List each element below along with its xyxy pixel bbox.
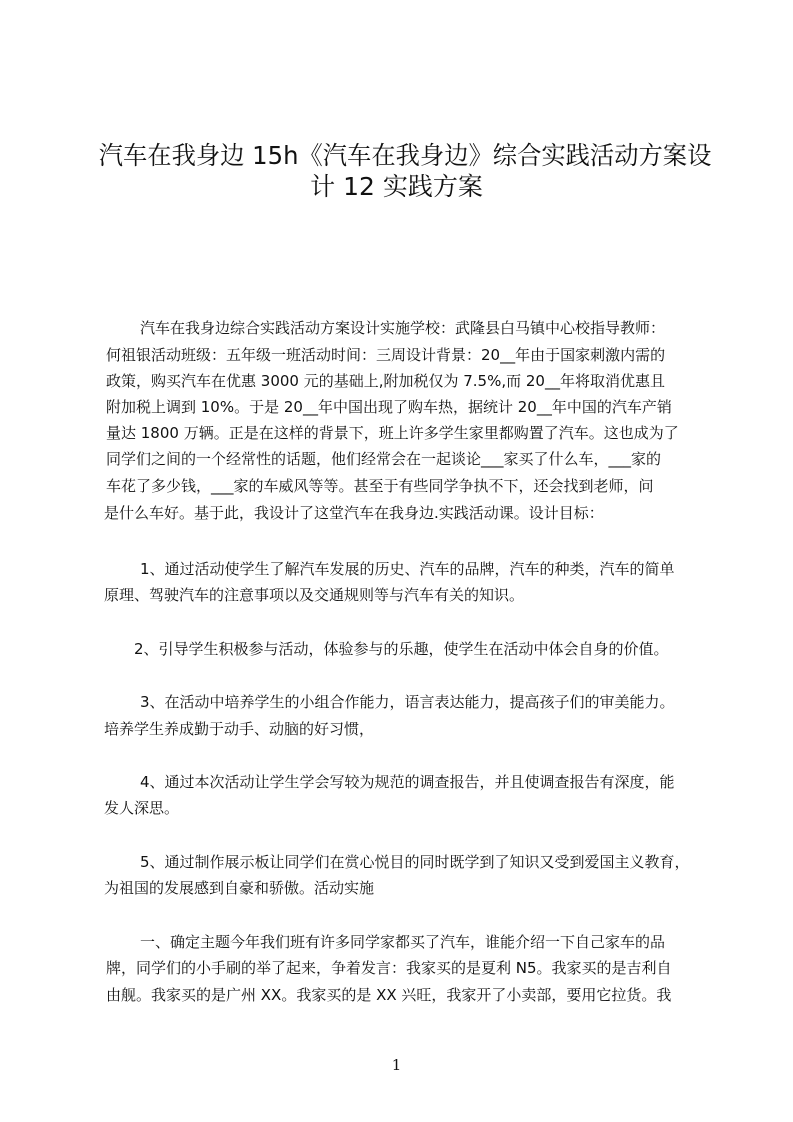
body-line: 发人深思。 bbox=[104, 799, 180, 817]
body-line: 同学们之间的一个经常性的话题，他们经常会在一起谈论___家买了什么车，___家的 bbox=[106, 450, 662, 468]
body-line: 原理、驾驶汽车的注意事项以及交通规则等与汽车有关的知识。 bbox=[104, 586, 525, 604]
body-line: 政策，购买汽车在优惠 3000 元的基础上,附加税仅为 7.5%,而 20__年将取消优惠且 bbox=[106, 372, 665, 390]
body-line: 量达 1800 万辆。正是在这样的背景下，班上许多学生家里都购置了汽车。这也成为了 bbox=[106, 424, 679, 442]
body-line: 1、通过活动使学生了解汽车发展的历史、汽车的品牌，汽车的种类，汽车的简单 bbox=[140, 560, 675, 578]
body-line: 5、通过制作展示板让同学们在赏心悦目的同时既学到了知识又受到爱国主义教育， bbox=[140, 853, 690, 871]
body-line: 由舰。我家买的是广州 XX。我家买的是 XX 兴旺，我家开了小卖部，要用它拉货。我 bbox=[106, 986, 672, 1004]
body-line: 附加税上调到 10%。于是 20__年中国出现了购车热，据统计 20__年中国的汽车产销 bbox=[106, 398, 672, 416]
body-line: 4、通过本次活动让学生学会写较为规范的调查报告，并且使调查报告有深度，能 bbox=[140, 773, 675, 791]
body-line: 培养学生养成勤于动手、动脑的好习惯， bbox=[104, 720, 375, 738]
body-line: 牌，同学们的小手刷的举了起来，争着发言：我家买的是夏利 N5。我家买的是吉利自 bbox=[106, 959, 672, 977]
body-line: 一、确定主题今年我们班有许多同学家都买了汽车，谁能介绍一下自己家车的品 bbox=[140, 933, 666, 951]
body-line: 何祖银活动班级：五年级一班活动时间：三周设计背景：20__年由于国家刺激内需的 bbox=[106, 346, 666, 364]
body-line: 车花了多少钱，___家的车威风等等。甚至于有些同学争执不下，还会找到老师，问 bbox=[106, 477, 654, 495]
body-line: 3、在活动中培养学生的小组合作能力，语言表达能力，提高孩子们的审美能力。 bbox=[140, 693, 675, 711]
body-line: 汽车在我身边综合实践活动方案设计实施学校：武隆县白马镇中心校指导教师： bbox=[140, 319, 666, 337]
title-line: 汽车在我身边 15h《汽车在我身边》综合实践活动方案设 bbox=[98, 141, 712, 170]
body-line: 是什么车好。基于此，我设计了这堂汽车在我身边.实践活动课。设计目标： bbox=[104, 504, 604, 522]
body-line: 2、引导学生积极参与活动，体验参与的乐趣，使学生在活动中体会自身的价值。 bbox=[134, 640, 669, 658]
page-number: 1 bbox=[391, 1056, 402, 1074]
document-title bbox=[90, 140, 712, 202]
title-line: 计 12 实践方案 bbox=[310, 172, 483, 201]
body-line: 为祖国的发展感到自豪和骄傲。活动实施 bbox=[104, 879, 375, 897]
